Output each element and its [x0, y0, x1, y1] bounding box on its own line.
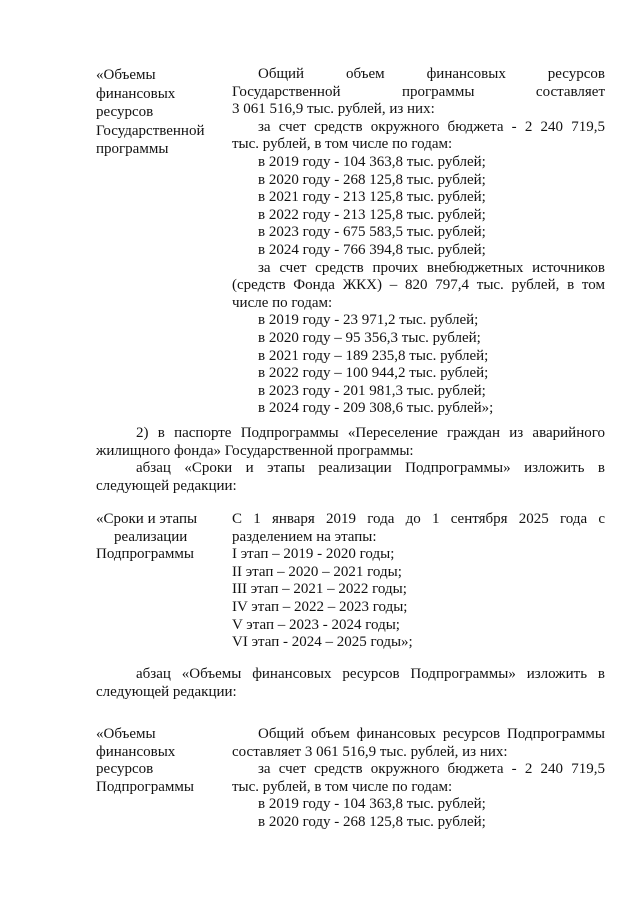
label-line: реализации — [114, 528, 188, 545]
text-line: за счет средств окружного бюджета - 2 240 719,5 — [258, 118, 605, 135]
amendment-paragraph — [96, 666, 605, 701]
text-line: в 2021 году - 213 125,8 тыс. рублей; — [258, 189, 486, 206]
label-line: «Сроки и этапы — [96, 511, 198, 527]
text-line: числе по годам: — [232, 294, 333, 311]
text-line: VI этап - 2024 – 2025 годы»; — [232, 634, 413, 651]
label-line: Подпрограммы — [96, 546, 194, 563]
label-line: «Объемы — [96, 726, 156, 742]
row-content — [232, 511, 605, 652]
text-line: абзац «Сроки и этапы реализации Подпрограммы» изложить в — [136, 460, 605, 477]
text-line: за счет средств прочих внебюджетных источников — [258, 259, 605, 276]
text-line: в 2021 году – 189 235,8 тыс. рублей; — [258, 347, 489, 364]
text-line: тыс. рублей, в том числе по годам: — [232, 778, 453, 795]
text-line: в 2023 году - 675 583,5 тыс. рублей; — [258, 224, 486, 241]
text-line: III этап – 2021 – 2022 годы; — [232, 581, 407, 598]
text-line: в 2022 году - 213 125,8 тыс. рублей; — [258, 206, 486, 223]
text-line: следующей редакции: — [96, 477, 237, 494]
text-line: I этап – 2019 - 2020 годы; — [232, 546, 395, 563]
text-line: IV этап – 2022 – 2023 годы; — [232, 598, 408, 615]
text-line: разделением на этапы: — [232, 528, 377, 545]
text-line: в 2019 году - 104 363,8 тыс. рублей; — [258, 796, 486, 813]
text-line: в 2020 году - 268 125,8 тыс. рублей; — [258, 813, 486, 830]
text-line: следующей редакции: — [96, 683, 237, 700]
text-line: в 2019 году - 23 971,2 тыс. рублей; — [258, 312, 479, 329]
text-line: в 2024 году - 209 308,6 тыс. рублей»; — [258, 400, 494, 417]
text-line: С 1 января 2019 года до 1 сентября 2025 года с — [232, 511, 605, 527]
text-line: в 2019 году - 104 363,8 тыс. рублей; — [258, 153, 486, 170]
label-line: Подпрограммы — [96, 778, 194, 795]
text-line: в 2023 году - 201 981,3 тыс. рублей; — [258, 382, 486, 399]
text-line: V этап – 2023 - 2024 годы; — [232, 616, 400, 633]
text-line: жилищного фонда» Государственной программы: — [96, 442, 414, 459]
row-label — [96, 726, 226, 796]
text-line: составляет 3 061 516,9 тыс. рублей, из них: — [232, 743, 508, 760]
text-line: Общий объем финансовых ресурсов Подпрограммы — [258, 726, 605, 742]
row-label: «Объемы финансовых ресурсов Государственной программы — [96, 67, 205, 157]
text-line: в 2020 году - 268 125,8 тыс. рублей; — [258, 171, 486, 188]
text-line: 2) в паспорте Подпрограммы «Переселение граждан из аварийного — [136, 425, 605, 441]
text-line: в 2020 году – 95 356,3 тыс. рублей; — [258, 329, 481, 346]
text-line: 3 061 516,9 тыс. рублей, из них: — [232, 101, 435, 118]
row-label — [96, 511, 226, 564]
label-line: ресурсов — [96, 761, 154, 778]
row-content — [232, 66, 605, 418]
text-line: абзац «Объемы финансовых ресурсов Подпрограммы» изложить в — [136, 666, 605, 682]
text-line: за счет средств окружного бюджета - 2 240 719,5 — [258, 761, 605, 778]
text-line: Государственной программы составляет — [232, 83, 605, 100]
text-line: в 2024 году - 766 394,8 тыс. рублей; — [258, 241, 486, 258]
text-line: II этап – 2020 – 2021 годы; — [232, 563, 402, 580]
label-line: финансовых — [96, 743, 176, 760]
row-content — [232, 726, 605, 832]
text-line: (средств Фонда ЖКХ) – 820 797,4 тыс. рублей, в том — [232, 277, 605, 294]
text-line: Общий объем финансовых ресурсов — [258, 66, 605, 82]
amendment-paragraph — [96, 425, 605, 495]
text-line: тыс. рублей, в том числе по годам: — [232, 136, 453, 153]
text-line: в 2022 году – 100 944,2 тыс. рублей; — [258, 365, 489, 382]
